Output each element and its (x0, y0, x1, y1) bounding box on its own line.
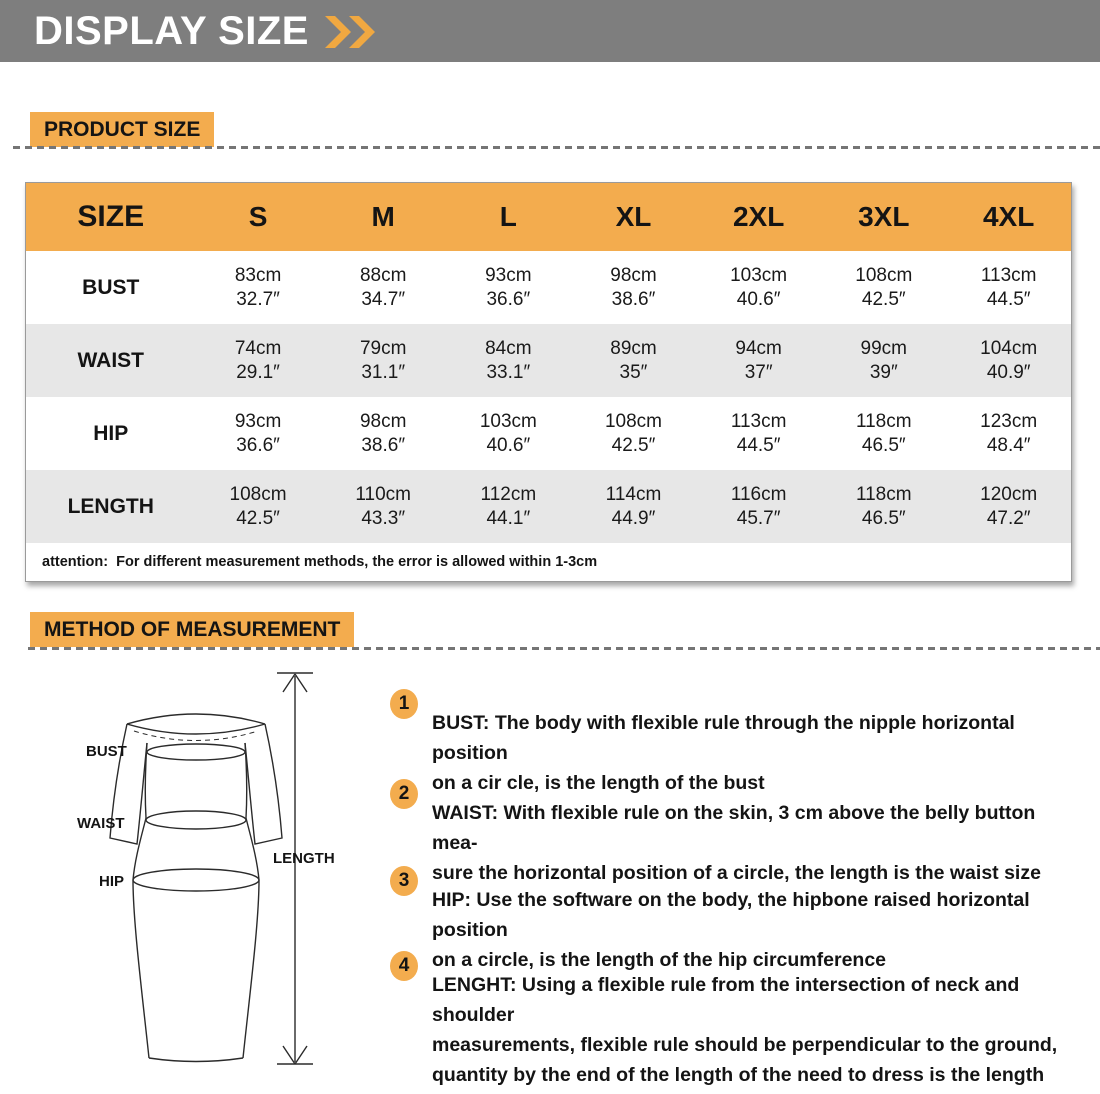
cell-waist-l: 84cm 33.1″ (485, 337, 532, 383)
measurement-step-length (390, 950, 1067, 1094)
diagram-label-bust: BUST (86, 743, 127, 760)
method-of-measurement-section-label: METHOD OF MEASUREMENT (30, 612, 354, 647)
table-row-waist (26, 324, 1072, 397)
diagram-label-length: LENGTH (273, 850, 335, 867)
col-header-3xl: 3XL (821, 183, 946, 252)
step-number-badge: 3 (390, 866, 418, 896)
cell-bust-m: 88cm 34.7″ (359, 264, 407, 310)
cell-bust-3xl: 108cm 42.5″ (855, 264, 913, 310)
dashed-divider-top (13, 146, 1100, 149)
col-header-l: L (446, 183, 571, 252)
cell-waist-4xl: 104cm 40.9″ (980, 337, 1038, 383)
cell-length-xl: 114cm 44.9″ (605, 483, 662, 529)
col-header-s: S (196, 183, 321, 252)
cell-hip-2xl: 113cm 44.5″ (730, 410, 787, 456)
row-label-length: LENGTH (67, 494, 154, 518)
step-number-badge: 2 (390, 779, 418, 809)
size-table-header-row (26, 183, 1072, 252)
col-header-size: SIZE (26, 183, 196, 252)
cell-bust-4xl: 113cm 44.5″ (980, 264, 1037, 310)
cell-waist-s: 74cm 29.1″ (234, 337, 282, 383)
banner-title: DISPLAY SIZE (34, 9, 309, 53)
cell-length-m: 110cm 43.3″ (355, 483, 412, 529)
attention-row (26, 543, 1072, 582)
cell-hip-3xl: 118cm 46.5″ (855, 410, 912, 456)
row-label-waist: WAIST (77, 348, 144, 372)
cell-bust-s: 83cm 32.7″ (234, 264, 282, 310)
cell-bust-2xl: 103cm 40.6″ (730, 264, 788, 310)
attention-note: attention: For different measurement methods, the error is allowed within 1-3cm (26, 543, 1072, 582)
col-header-m: M (321, 183, 446, 252)
cell-length-l: 112cm 44.1″ (480, 483, 537, 529)
col-header-2xl: 2XL (696, 183, 821, 252)
step-number-badge: 4 (390, 951, 418, 981)
cell-hip-xl: 108cm 42.5″ (604, 410, 662, 456)
col-header-xl: XL (571, 183, 696, 252)
double-chevron-icon (323, 14, 377, 50)
cell-length-4xl: 120cm 47.2″ (980, 483, 1038, 529)
cell-bust-xl: 98cm 38.6″ (610, 264, 657, 310)
row-label-bust: BUST (82, 275, 140, 299)
cell-length-s: 108cm 42.5″ (229, 483, 287, 529)
cell-length-2xl: 116cm 45.7″ (730, 483, 787, 529)
cell-waist-2xl: 94cm 37″ (735, 337, 782, 383)
dashed-divider-bottom (28, 647, 1100, 650)
cell-waist-3xl: 99cm 39″ (860, 337, 907, 383)
table-row-hip (26, 397, 1072, 470)
cell-hip-m: 98cm 38.6″ (359, 410, 407, 456)
table-row-bust (26, 251, 1072, 324)
cell-hip-s: 93cm 36.6″ (234, 410, 282, 456)
cell-waist-xl: 89cm 35″ (610, 337, 657, 383)
size-table (25, 182, 1072, 582)
dress-measurement-diagram (30, 660, 380, 1080)
cell-length-3xl: 118cm 46.5″ (855, 483, 912, 529)
cell-bust-l: 93cm 36.6″ (485, 264, 532, 310)
cell-waist-m: 79cm 31.1″ (359, 337, 407, 383)
diagram-label-hip: HIP (99, 873, 125, 890)
step-text: LENGHT: Using a flexible rule from the intersection of neck and shoulder measurements, flexible rule should be perpendicular to the ground, quantity by the end of the length of the need to dress is the length (432, 973, 1058, 1086)
product-size-section-label: PRODUCT SIZE (30, 112, 214, 147)
diagram-label-waist: WAIST (77, 815, 125, 832)
step-text: BUST: The body with flexible rule through the nipple horizontal position on a cir cle, is the length of the bust (432, 711, 1015, 794)
cell-hip-l: 103cm 40.6″ (479, 410, 537, 456)
cell-hip-4xl: 123cm 48.4″ (980, 410, 1038, 456)
table-row-length (26, 470, 1072, 543)
banner (0, 0, 1100, 62)
col-header-4xl: 4XL (946, 183, 1071, 252)
step-text: WAIST: With flexible rule on the skin, 3 cm above the belly button mea- sure the horizontal position of a circle, the length is the waist size (432, 801, 1041, 884)
row-label-hip: HIP (93, 421, 129, 445)
step-number-badge: 1 (390, 689, 418, 719)
step-text: HIP: Use the software on the body, the hipbone raised horizontal position on a circle, is the length of the hip circumference (432, 888, 1030, 971)
